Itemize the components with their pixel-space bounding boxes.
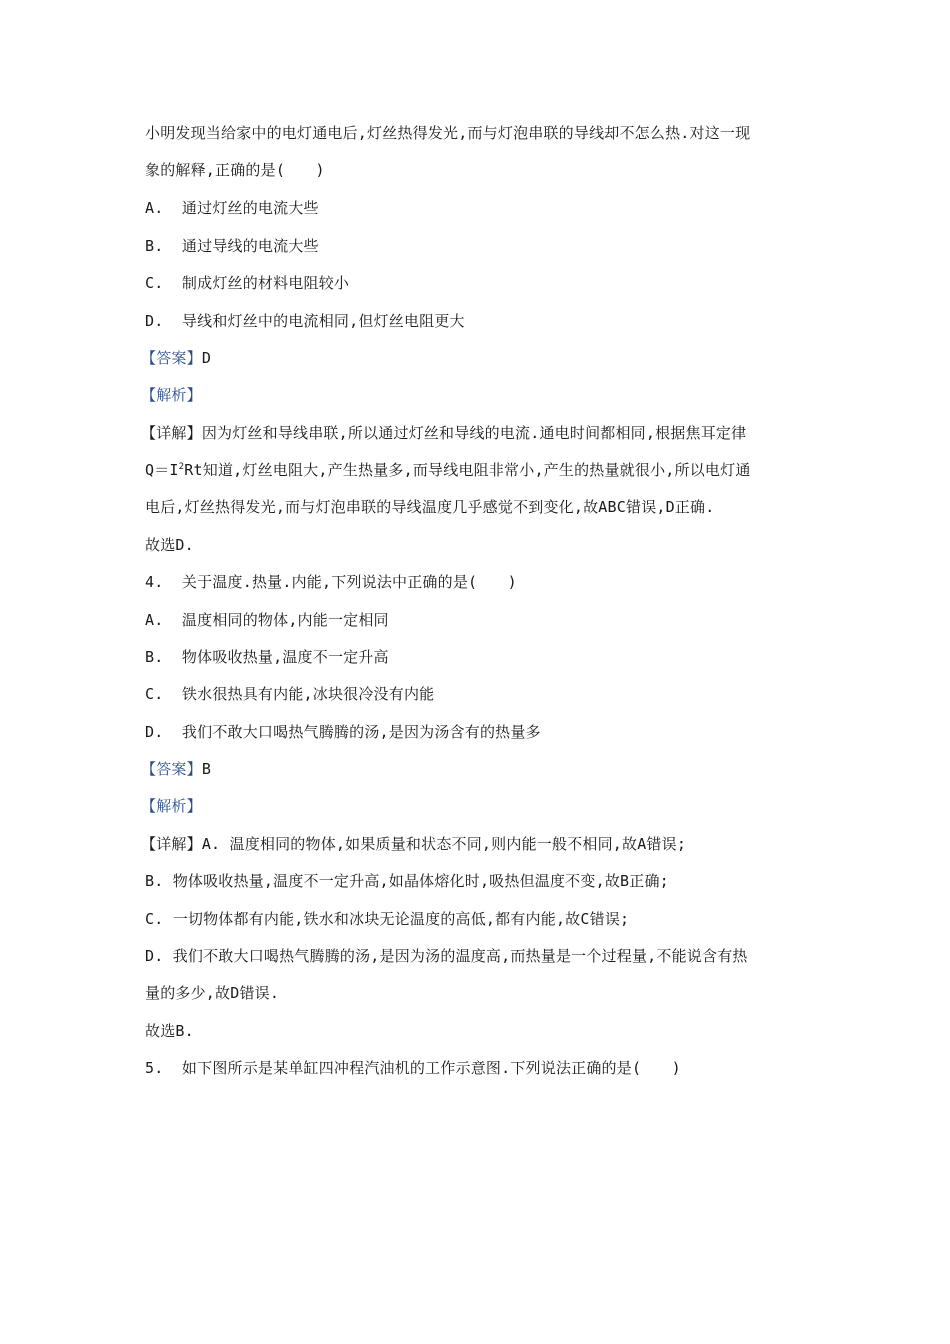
answer-value: B (201, 760, 212, 778)
q4-conclusion: 故选B. (145, 1022, 194, 1040)
q4-detail-c: C. 一切物体都有内能,铁水和冰块无论温度的高低,都有内能,故C错误; (145, 910, 630, 928)
q4-detail-d1: D. 我们不敢大口喝热气腾腾的汤,是因为汤的温度高,而热量是一个过程量,不能说含有热 (145, 947, 748, 965)
q4-detail-b: B. 物体吸收热量,温度不一定升高,如晶体熔化时,吸热但温度不变,故B正确; (145, 872, 669, 890)
q4-detail-a (141, 834, 686, 854)
detail-text: 因为灯丝和导线串联,所以通过灯丝和导线的电流.通电时间都相同,根据焦耳定律 (201, 424, 747, 442)
detail-text: A. 温度相同的物体,如果质量和状态不同,则内能一般不相同,故A错误; (201, 835, 687, 853)
q4-option-a: A. 温度相同的物体,内能一定相同 (145, 611, 389, 629)
q3-detail-line1 (141, 423, 746, 443)
q3-option-d: D. 导线和灯丝中的电流相同,但灯丝电阻更大 (145, 312, 465, 330)
q3-answer (141, 348, 211, 368)
q3-stem-line1: 小明发现当给家中的电灯通电后,灯丝热得发光,而与灯泡串联的导线却不怎么热.对这一现 (145, 124, 751, 142)
detail-tag: 【详解】 (141, 424, 202, 442)
q4-option-c: C. 铁水很热具有内能,冰块很冷没有内能 (145, 685, 435, 703)
answer-value: D (201, 349, 212, 367)
formula-pre: Q＝I (145, 461, 179, 479)
answer-tag: 【答案】 (141, 349, 202, 367)
q4-stem: 4. 关于温度.热量.内能,下列说法中正确的是( ) (145, 573, 517, 591)
q3-analysis-tag: 【解析】 (141, 386, 202, 404)
q4-answer (141, 759, 211, 779)
q4-analysis-tag: 【解析】 (141, 797, 202, 815)
q3-option-c: C. 制成灯丝的材料电阻较小 (145, 274, 350, 292)
q4-option-d: D. 我们不敢大口喝热气腾腾的汤,是因为汤含有的热量多 (145, 723, 541, 741)
detail-tag: 【详解】 (141, 835, 202, 853)
q3-option-a: A. 通过灯丝的电流大些 (145, 199, 319, 217)
q3-detail-line3: 电后,灯丝热得发光,而与灯泡串联的导线温度几乎感觉不到变化,故ABC错误,D正确. (145, 498, 715, 516)
formula-sup: 2 (178, 462, 185, 472)
answer-tag: 【答案】 (141, 760, 202, 778)
q4-option-b: B. 物体吸收热量,温度不一定升高 (145, 648, 389, 666)
q3-detail-line2 (145, 460, 751, 480)
q3-stem-line2: 象的解释,正确的是( ) (145, 161, 325, 179)
q5-stem: 5. 如下图所示是某单缸四冲程汽油机的工作示意图.下列说法正确的是( ) (145, 1059, 681, 1077)
q4-detail-d2: 量的多少,故D错误. (145, 984, 280, 1002)
q3-conclusion: 故选D. (145, 536, 194, 554)
q3-option-b: B. 通过导线的电流大些 (145, 237, 319, 255)
detail-text: Rt知道,灯丝电阻大,产生热量多,而导线电阻非常小,产生的热量就很小,所以电灯通 (184, 461, 751, 479)
